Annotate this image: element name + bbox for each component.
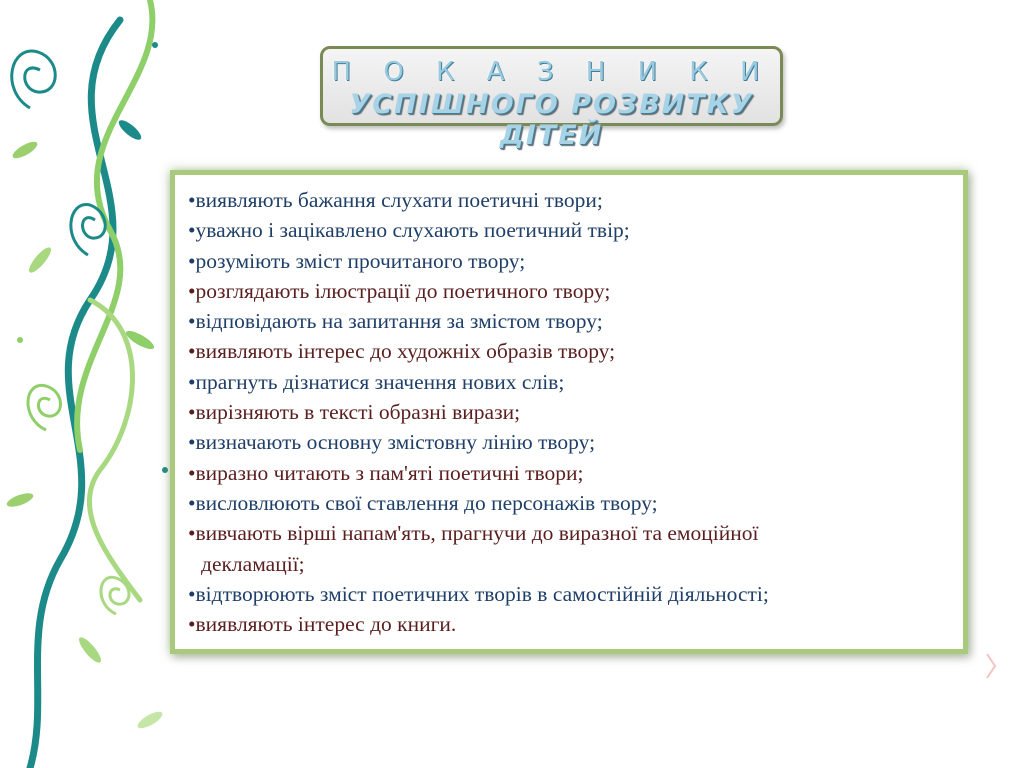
list-item: •висловлюють свої ставлення до персонажів твору; — [188, 490, 658, 515]
list-item-continuation: декламації; — [201, 551, 305, 576]
title-line-1: П О К А З Н И К И — [331, 57, 772, 87]
list-item: •виявляють інтерес до книги. — [188, 612, 457, 637]
list-item: •виявляють інтерес до художніх образів твору; — [188, 339, 616, 364]
list-item: •розглядають ілюстрації до поетичного твору; — [188, 278, 611, 303]
next-arrow-icon[interactable] — [985, 652, 997, 680]
list-item-text: •вивчають вірші напам'ять, прагнучи до виразної та емоційної — [188, 521, 759, 546]
list-item: •розуміють зміст прочитаного твору; — [188, 248, 526, 273]
title-box — [320, 46, 783, 151]
list-item: •вирізняють в тексті образні вирази; — [188, 400, 521, 425]
list-item: •виразно читають з пам'яті поетичні твори; — [188, 460, 584, 485]
list-item: •відтворюють зміст поетичних творів в самостійній діяльності; — [188, 581, 769, 606]
list-item — [188, 518, 953, 579]
list-item: •уважно і зацікавлено слухають поетичний твір; — [188, 218, 630, 243]
content-box — [170, 170, 968, 654]
list-item: •прагнуть дізнатися значення нових слів; — [188, 369, 565, 394]
title-line-2: УСПІШНОГО РОЗВИТКУ ДІТЕЙ — [349, 89, 754, 151]
list-item: •відповідають на запитання за змістом твору; — [188, 309, 603, 334]
list-item: •виявляють бажання слухати поетичні твори; — [188, 188, 603, 212]
list-item: •визначають основну змістовну лінію твору; — [188, 430, 596, 455]
